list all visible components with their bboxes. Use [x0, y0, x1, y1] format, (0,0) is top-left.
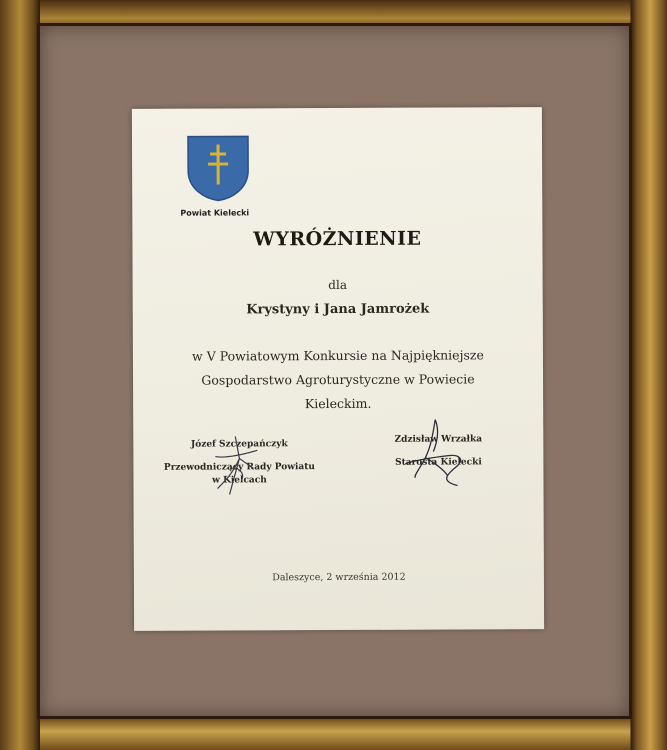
crest-label: Powiat Kielecki — [180, 208, 250, 218]
signatory-right-role: Starosta Kielecki — [395, 457, 482, 468]
description-line: Gospodarstwo Agroturystyczne w Powiecie — [201, 371, 475, 388]
description-line: w V Powiatowym Konkursie na Najpiękniejsze — [192, 347, 484, 364]
certificate-title: WYRÓŻNIENIE — [253, 227, 422, 251]
signatory-left-role: Przewodniczący Rady Powiatu — [163, 462, 315, 473]
signatory-left-role: w Kielcach — [212, 475, 267, 486]
preposition: dla — [328, 277, 348, 293]
place-and-date: Daleszyce, 2 września 2012 — [272, 571, 406, 584]
recipients: Krystyny i Jana Jamrożek — [246, 301, 430, 318]
certificate-sheet — [132, 107, 544, 631]
crest-icon — [186, 134, 250, 202]
description-line: Kieleckim. — [304, 395, 372, 412]
signatory-left-name: Józef Szczepańczyk — [190, 439, 288, 450]
signatory-right — [373, 433, 503, 470]
signatory-right-name: Zdzisław Wrzałka — [394, 434, 483, 445]
award-description — [163, 343, 513, 417]
signatory-left — [159, 438, 319, 488]
